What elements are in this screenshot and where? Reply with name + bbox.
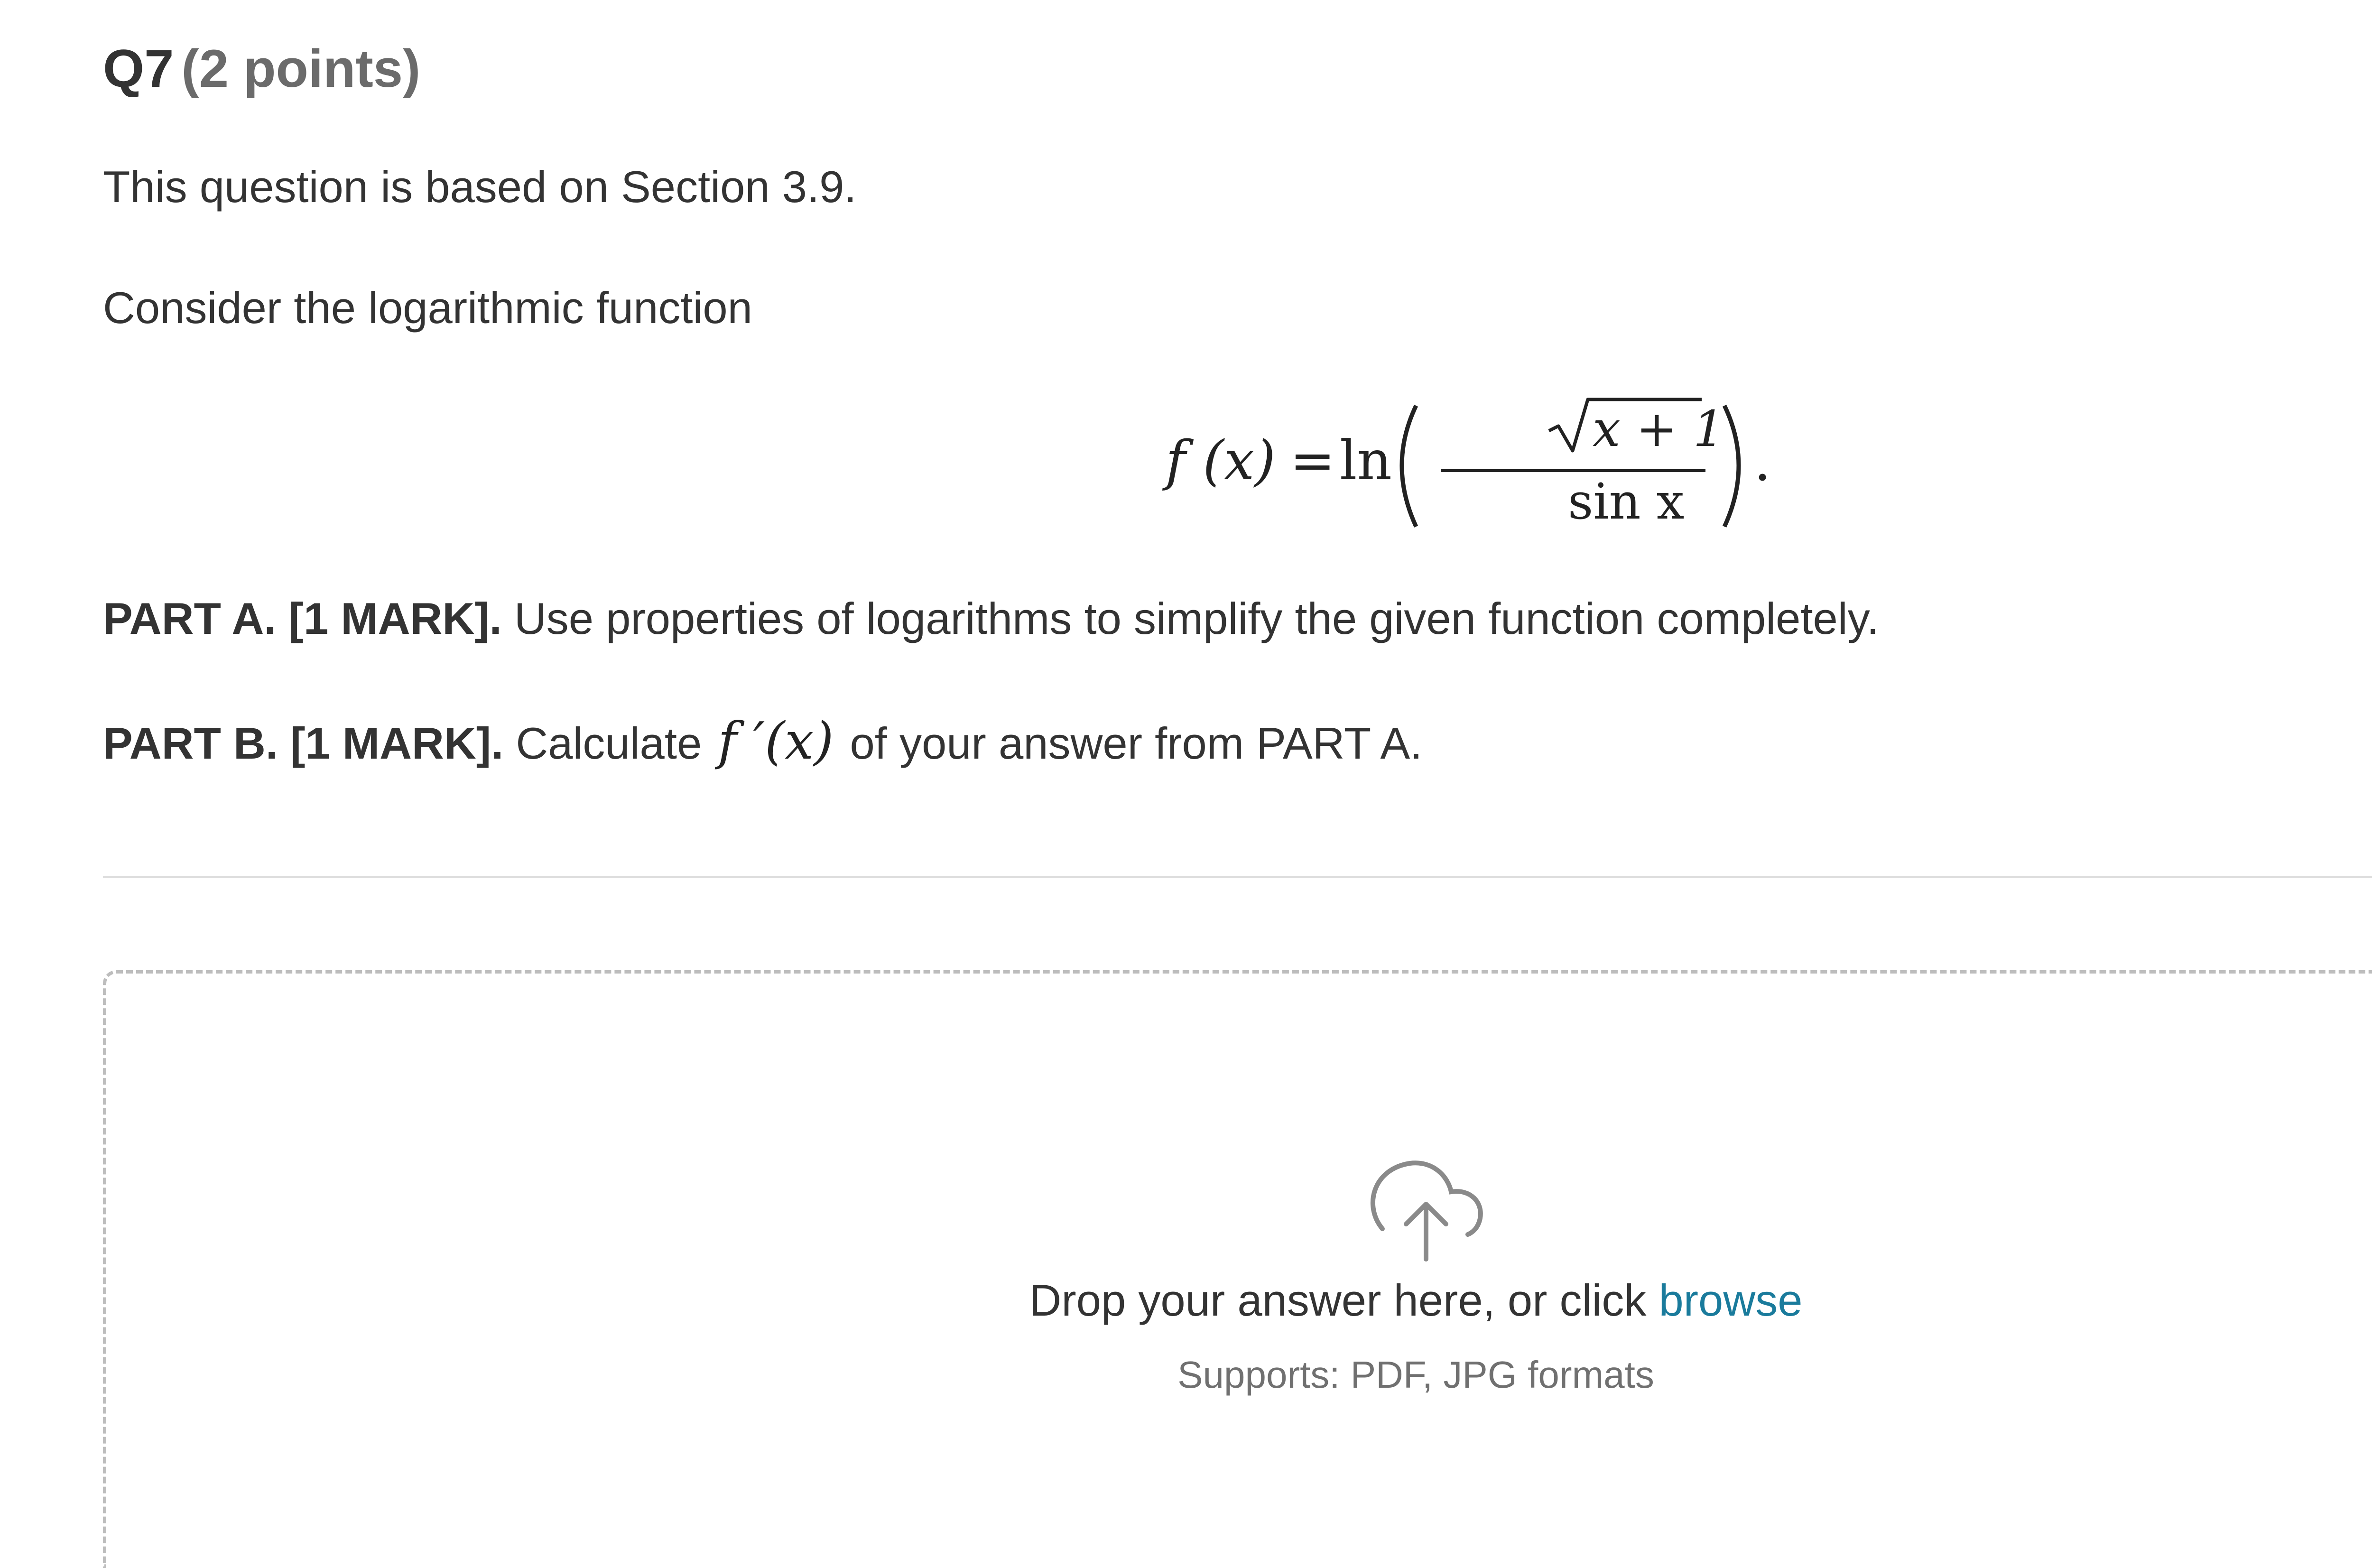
formula-equals: = [1290,429,1335,492]
part-b-text-after: of your answer from PART A. [850,718,1423,768]
formula-denominator: sin x [1568,473,1685,530]
question-header [103,38,420,99]
supported-formats: Supports: PDF, JPG formats [1177,1354,1654,1396]
formula-left-paren [1402,406,1416,527]
part-a-label: PART A. [1 MARK]. [103,594,502,643]
part-a [103,593,1879,644]
formula-right-paren [1724,406,1739,527]
question-number: Q7 [103,39,174,98]
question-points: (2 points) [181,39,421,98]
part-b [103,712,1422,771]
formula-svg [1166,389,1830,546]
dropzone-prompt-text: Drop your answer here, or click [1029,1275,1647,1325]
part-a-text: Use properties of logarithms to simplify the given function completely. [501,594,1879,643]
formula-period: . [1754,430,1771,493]
browse-link[interactable]: browse [1659,1275,1803,1325]
dropzone-prompt [106,1275,2372,1326]
part-b-math: f ′(x) [718,712,834,771]
formula-numerator: x + 1 [1593,400,1725,458]
question-panel [103,0,2372,1543]
upload-dropzone[interactable] [103,970,2372,1568]
formula-block [1166,389,1830,546]
cloud-upload-icon [1354,1149,1496,1263]
part-b-text-before: Calculate [503,718,702,768]
part-b-label: PART B. [1 MARK]. [103,718,504,768]
formula-lhs: f (x) [1166,429,1276,492]
question-lead: Consider the logarithmic function [103,283,752,333]
section-divider [103,876,2372,878]
formula-ln: ln [1340,429,1392,492]
question-intro: This question is based on Section 3.9. [103,162,857,212]
